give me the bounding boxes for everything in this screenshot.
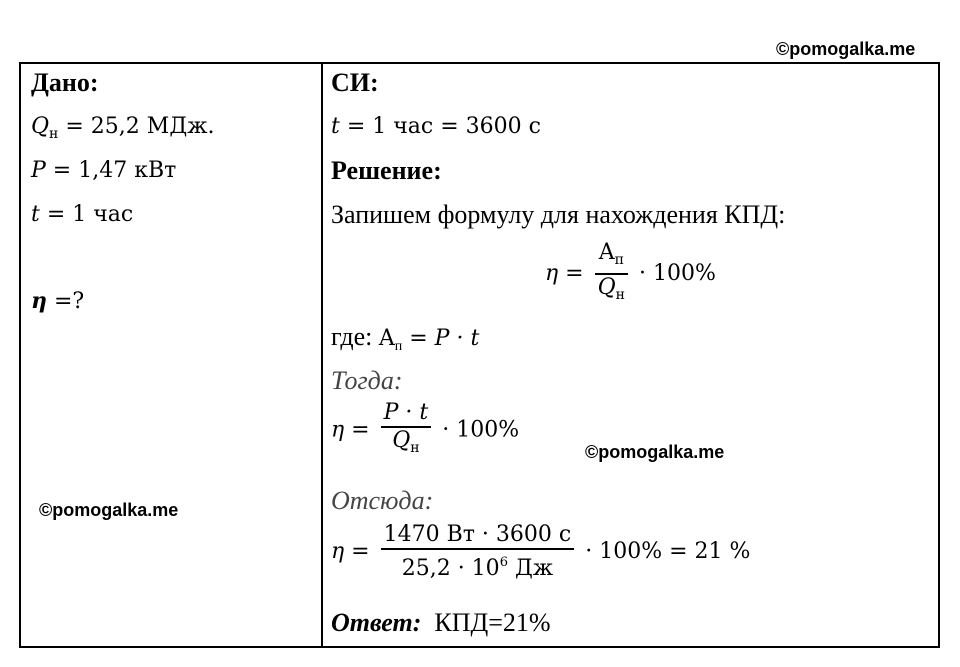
column-divider	[321, 64, 323, 646]
symbol: Q	[31, 114, 50, 139]
value: = 1,47 кВт	[45, 158, 177, 183]
watermark-bottom: ©pomogalka.me	[39, 500, 179, 520]
fraction	[381, 400, 432, 461]
den-subscript: н	[410, 440, 420, 456]
value: =?	[47, 289, 85, 314]
value: = 1 час = 3600 с	[339, 114, 541, 139]
where-line	[331, 322, 479, 362]
si-heading: СИ:	[331, 68, 379, 97]
num-subscript: п	[614, 252, 624, 268]
where-symbol: A	[378, 326, 395, 351]
den-symbol: Q	[597, 275, 616, 300]
den-symbol: Q	[392, 428, 411, 453]
value: = 25,2 МДж.	[58, 114, 215, 139]
formula-result	[331, 522, 750, 582]
formula-lhs: η =	[331, 417, 370, 443]
den-subscript: н	[615, 287, 625, 303]
den-unit: Дж	[507, 556, 554, 581]
symbol: t	[31, 202, 40, 227]
given-heading: Дано:	[31, 68, 99, 97]
formula-substituted	[331, 400, 519, 461]
subscript: н	[49, 126, 59, 142]
watermark-middle: ©pomogalka.me	[585, 442, 725, 462]
given-p	[31, 156, 176, 186]
num-symbol: A	[598, 240, 615, 265]
solution-heading: Решение:	[331, 156, 442, 185]
solution-table	[19, 62, 940, 648]
den-exponent: 6	[499, 555, 508, 570]
formula-lhs: η =	[545, 261, 584, 286]
numerator: P · t	[381, 400, 432, 428]
fraction	[381, 522, 575, 582]
where-value: = P · t	[402, 326, 480, 351]
given-eta	[31, 286, 84, 317]
numerator: 1470 Вт · 3600 с	[381, 522, 575, 550]
symbol: t	[331, 114, 340, 139]
answer-label: Ответ:	[331, 608, 422, 637]
formula-tail: · 100% = 21 %	[585, 539, 751, 564]
symbol: P	[31, 158, 46, 183]
formula-efficiency	[545, 240, 716, 308]
solution-intro: Запишем формулу для нахождения КПД:	[331, 200, 786, 229]
then-label: Тогда:	[331, 366, 403, 395]
fraction	[595, 240, 628, 308]
si-t	[331, 112, 541, 142]
answer-value: КПД=21%	[434, 608, 551, 637]
denominator	[381, 550, 575, 582]
hence-label: Отсюда:	[331, 486, 434, 515]
numerator	[595, 240, 628, 275]
den-base: 25,2 · 10	[401, 556, 500, 581]
denominator	[595, 275, 628, 308]
denominator	[381, 428, 432, 461]
where-label: где:	[331, 322, 379, 351]
watermark-top: ©pomogalka.me	[776, 39, 916, 59]
formula-tail: · 100%	[442, 417, 520, 443]
given-q	[31, 112, 214, 149]
formula-lhs: η =	[331, 539, 370, 564]
given-t	[31, 200, 133, 230]
symbol: η	[31, 288, 47, 314]
where-subscript: п	[394, 339, 403, 354]
value: = 1 час	[39, 202, 134, 227]
answer-line	[331, 608, 551, 638]
formula-tail: · 100%	[639, 261, 716, 286]
